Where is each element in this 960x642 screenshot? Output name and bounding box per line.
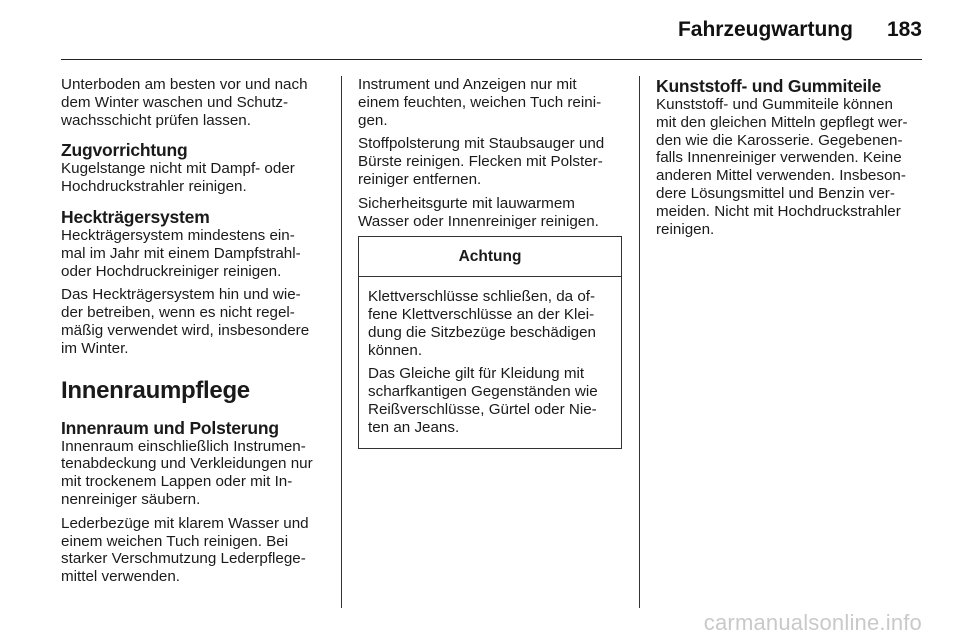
warning-paragraph-2: Das Gleiche gilt für Kleidung mit scharfkantigen Gegenständen wie Reißverschlüsse, Gürtel oder Nie- ten an Jeans.	[368, 365, 598, 436]
intro-paragraph: Unterboden am besten vor und nach dem Winter waschen und Schutz- wachsschicht prüfen lassen.	[61, 76, 308, 129]
heading-innenraum-polsterung: Innenraum und Polsterung	[61, 417, 279, 438]
column-divider-1	[341, 76, 342, 608]
innenraum-paragraph-2: Lederbezüge mit klarem Wasser und einem weichen Tuch reinigen. Bei starker Verschmutzung Lederpflege- mittel verwenden.	[61, 514, 309, 586]
page-number: 183	[886, 18, 922, 41]
kunststoff-paragraph: Kunststoff- und Gummiteile können mit den gleichen Mitteln gepflegt wer- den wie die Karosserie. Gegebenen- falls Innenreiniger verwenden. Keine anderen Mittel verwenden. Insbeson- dere Lösungsmittel und Benzin ver- meiden. Nicht mit Hochdruckstrahler reinigen.	[656, 96, 908, 238]
warning-paragraph-1: Klettverschlüsse schließen, da of- fene Klettverschlüsse an der Klei- dung die Sitzbezüge beschädigen können.	[368, 288, 596, 359]
hecktraeger-paragraph-1: Heckträgersystem mindestens ein- mal im Jahr mit einem Dampfstrahl- oder Hochdruckreiniger reinigen.	[61, 226, 301, 280]
sicherheitsgurte-paragraph: Sicherheitsgurte mit lauwarmem Wasser oder Innenreiniger reinigen.	[358, 194, 599, 230]
warning-box	[358, 236, 622, 448]
heading-hecktraegersystem: Heckträgersystem	[61, 206, 210, 227]
watermark-text: carmanualsonline.info	[703, 610, 922, 635]
heading-innenraumpflege: Innenraumpflege	[61, 376, 250, 404]
stoffpolsterung-paragraph: Stoffpolsterung mit Staubsauger und Bürste reinigen. Flecken mit Polster- reiniger entfernen.	[358, 135, 605, 188]
column-middle	[358, 76, 622, 449]
zugvorrichtung-paragraph: Kugelstange nicht mit Dampf- oder Hochdruckstrahler reinigen.	[61, 160, 295, 196]
column-divider-2	[639, 76, 640, 608]
section-title: Fahrzeugwartung	[677, 18, 853, 41]
instrument-paragraph: Instrument und Anzeigen nur mit einem feuchten, weichen Tuch reini- gen.	[358, 76, 602, 129]
column-left	[61, 76, 327, 592]
header-rule	[61, 59, 922, 60]
warning-body	[359, 277, 621, 447]
warning-title: Achtung	[359, 237, 621, 277]
innenraum-paragraph-1: Innenraum einschließlich Instrumen- tenabdeckung und Verkleidungen nur mit trockenem Lappen oder mit In- nenreiniger säubern.	[61, 437, 313, 508]
column-right	[656, 76, 922, 244]
heading-zugvorrichtung: Zugvorrichtung	[61, 140, 188, 161]
hecktraeger-paragraph-2: Das Heckträgersystem hin und wie- der betreiben, wenn es nicht regel- mäßig verwendet wird, insbesondere im Winter.	[61, 286, 310, 357]
page-header	[678, 18, 922, 42]
heading-kunststoff-gummiteile: Kunststoff- und Gummiteile	[656, 76, 882, 96]
